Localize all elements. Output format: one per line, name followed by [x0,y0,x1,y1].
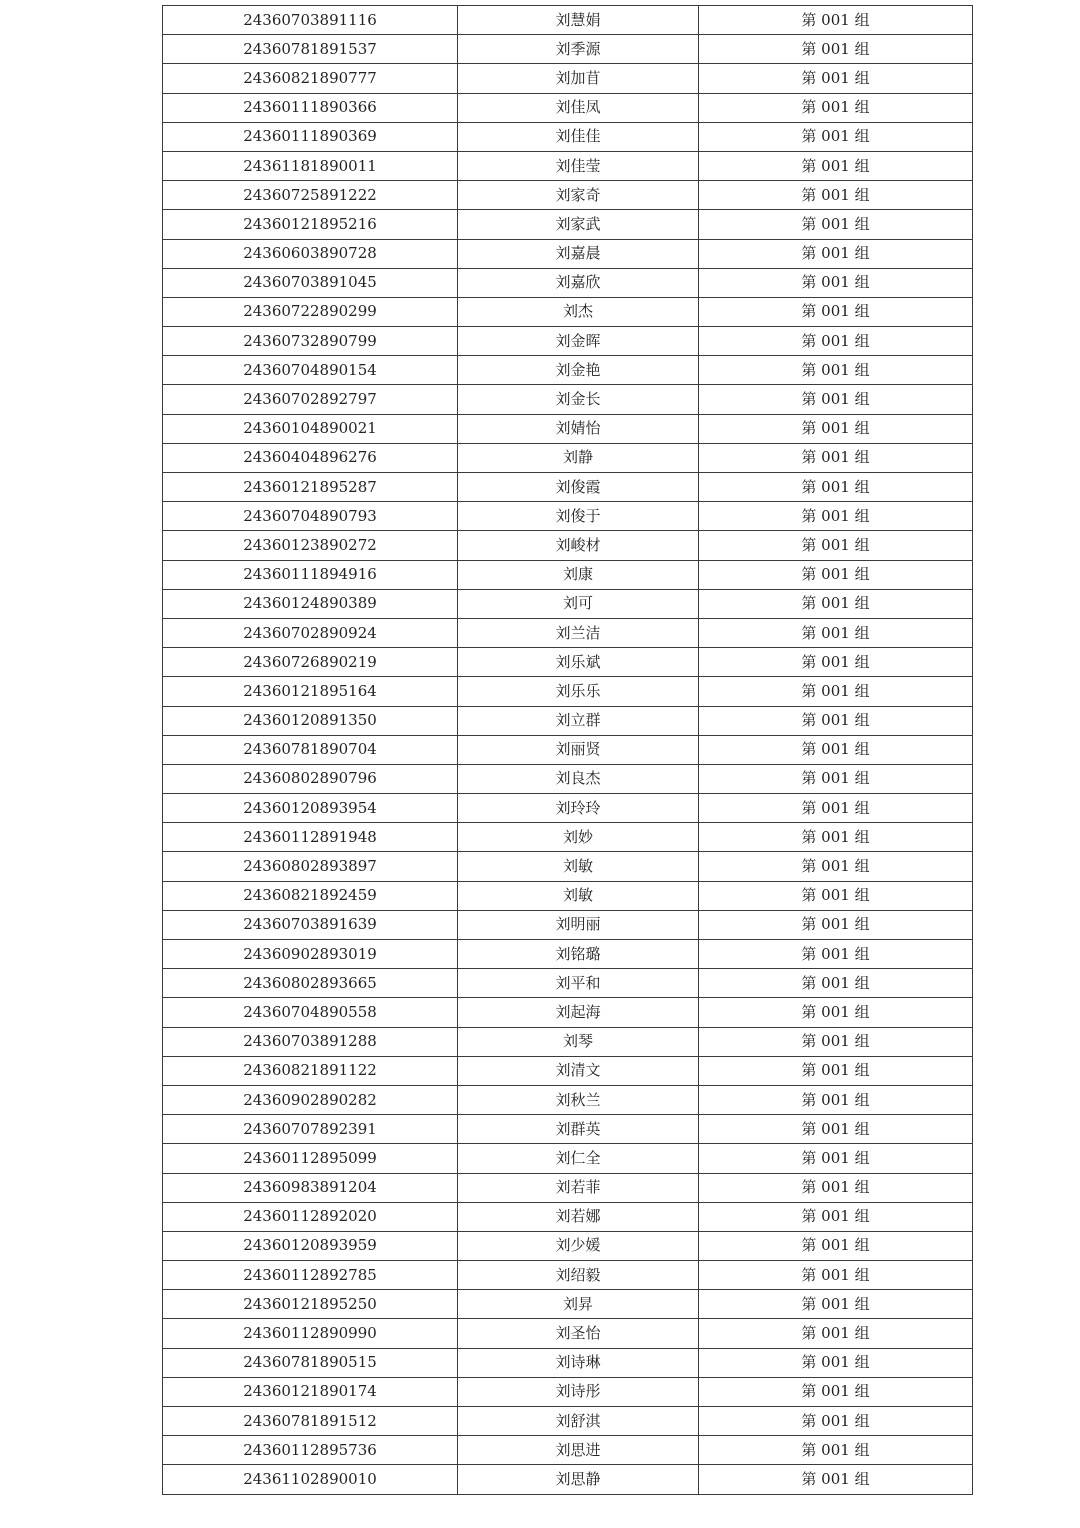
candidate-id-cell: 24360821890777 [163,64,458,93]
candidate-id-cell: 24360121890174 [163,1377,458,1406]
group-cell: 第 001 组 [699,64,973,93]
group-cell: 第 001 组 [699,297,973,326]
group-cell: 第 001 组 [699,385,973,414]
candidate-name-cell: 刘金长 [458,385,699,414]
candidate-name-cell: 刘敏 [458,852,699,881]
candidate-name-cell: 刘思静 [458,1465,699,1494]
candidate-name-cell: 刘思进 [458,1436,699,1465]
group-cell: 第 001 组 [699,1465,973,1494]
table-row [163,560,973,589]
table-row [163,1056,973,1085]
candidate-name-cell: 刘琴 [458,1027,699,1056]
candidate-id-cell: 24360703891639 [163,910,458,939]
group-cell: 第 001 组 [699,940,973,969]
group-cell: 第 001 组 [699,969,973,998]
candidate-id-cell: 24360404896276 [163,443,458,472]
candidate-name-cell: 刘铭璐 [458,940,699,969]
table-row [163,502,973,531]
table-row [163,998,973,1027]
candidate-id-cell: 24360124890389 [163,589,458,618]
candidate-name-cell: 刘平和 [458,969,699,998]
candidate-name-cell: 刘良杰 [458,764,699,793]
group-cell: 第 001 组 [699,1173,973,1202]
candidate-id-cell: 24360112895099 [163,1144,458,1173]
table-row [163,910,973,939]
table-row [163,1290,973,1319]
group-cell: 第 001 组 [699,1085,973,1114]
candidate-name-cell: 刘昇 [458,1290,699,1319]
candidate-id-cell: 24360702890924 [163,618,458,647]
table-row [163,1348,973,1377]
table-row [163,151,973,180]
candidate-id-cell: 24360722890299 [163,297,458,326]
group-cell: 第 001 组 [699,93,973,122]
group-cell: 第 001 组 [699,210,973,239]
candidate-id-cell: 24360121895216 [163,210,458,239]
candidate-id-cell: 24360902893019 [163,940,458,969]
group-cell: 第 001 组 [699,327,973,356]
group-cell: 第 001 组 [699,1261,973,1290]
group-cell: 第 001 组 [699,1436,973,1465]
group-cell: 第 001 组 [699,852,973,881]
group-cell: 第 001 组 [699,6,973,35]
candidate-id-cell: 24360726890219 [163,648,458,677]
candidate-id-cell: 24360732890799 [163,327,458,356]
candidate-id-cell: 24361102890010 [163,1465,458,1494]
group-cell: 第 001 组 [699,735,973,764]
group-cell: 第 001 组 [699,1231,973,1260]
group-cell: 第 001 组 [699,414,973,443]
candidate-id-cell: 24360703891045 [163,268,458,297]
candidate-name-cell: 刘若菲 [458,1173,699,1202]
candidate-id-cell: 24360703891116 [163,6,458,35]
candidate-id-cell: 24361181890011 [163,151,458,180]
candidate-name-cell: 刘诗彤 [458,1377,699,1406]
group-cell: 第 001 组 [699,122,973,151]
group-cell: 第 001 组 [699,1348,973,1377]
table-row [163,1261,973,1290]
group-cell: 第 001 组 [699,502,973,531]
candidate-name-cell: 刘舒淇 [458,1407,699,1436]
group-cell: 第 001 组 [699,560,973,589]
group-cell: 第 001 组 [699,910,973,939]
table-row [163,648,973,677]
roster-table [162,5,973,1495]
group-cell: 第 001 组 [699,1202,973,1231]
candidate-name-cell: 刘静 [458,443,699,472]
table-row [163,1115,973,1144]
group-cell: 第 001 组 [699,677,973,706]
candidate-id-cell: 24360112892020 [163,1202,458,1231]
candidate-name-cell: 刘妙 [458,823,699,852]
group-cell: 第 001 组 [699,1027,973,1056]
candidate-name-cell: 刘少媛 [458,1231,699,1260]
candidate-id-cell: 24360704890793 [163,502,458,531]
candidate-id-cell: 24360781890515 [163,1348,458,1377]
candidate-name-cell: 刘金晖 [458,327,699,356]
table-row [163,735,973,764]
candidate-id-cell: 24360104890021 [163,414,458,443]
group-cell: 第 001 组 [699,648,973,677]
group-cell: 第 001 组 [699,823,973,852]
table-row [163,1144,973,1173]
candidate-name-cell: 刘俊于 [458,502,699,531]
candidate-name-cell: 刘绍毅 [458,1261,699,1290]
candidate-name-cell: 刘嘉晨 [458,239,699,268]
table-row [163,1436,973,1465]
candidate-id-cell: 24360704890558 [163,998,458,1027]
table-row [163,1173,973,1202]
candidate-name-cell: 刘圣怡 [458,1319,699,1348]
group-cell: 第 001 组 [699,706,973,735]
group-cell: 第 001 组 [699,443,973,472]
candidate-name-cell: 刘俊霞 [458,473,699,502]
candidate-name-cell: 刘清文 [458,1056,699,1085]
table-row [163,1319,973,1348]
table-row [163,618,973,647]
table-row [163,443,973,472]
candidate-name-cell: 刘立群 [458,706,699,735]
table-row [163,239,973,268]
candidate-id-cell: 24360902890282 [163,1085,458,1114]
candidate-name-cell: 刘峻材 [458,531,699,560]
candidate-name-cell: 刘佳佳 [458,122,699,151]
candidate-name-cell: 刘佳凤 [458,93,699,122]
candidate-id-cell: 24360603890728 [163,239,458,268]
roster-table-body [163,6,973,1495]
candidate-name-cell: 刘康 [458,560,699,589]
candidate-name-cell: 刘家武 [458,210,699,239]
candidate-name-cell: 刘若娜 [458,1202,699,1231]
candidate-id-cell: 24360111890366 [163,93,458,122]
table-row [163,93,973,122]
group-cell: 第 001 组 [699,473,973,502]
candidate-id-cell: 24360112891948 [163,823,458,852]
candidate-id-cell: 24360121895250 [163,1290,458,1319]
group-cell: 第 001 组 [699,356,973,385]
candidate-name-cell: 刘可 [458,589,699,618]
candidate-id-cell: 24360112890990 [163,1319,458,1348]
candidate-name-cell: 刘敏 [458,881,699,910]
candidate-id-cell: 24360121895287 [163,473,458,502]
table-row [163,1202,973,1231]
table-row [163,677,973,706]
candidate-id-cell: 24360781890704 [163,735,458,764]
group-cell: 第 001 组 [699,1319,973,1348]
candidate-name-cell: 刘乐斌 [458,648,699,677]
candidate-id-cell: 24360704890154 [163,356,458,385]
table-row [163,764,973,793]
group-cell: 第 001 组 [699,589,973,618]
group-cell: 第 001 组 [699,181,973,210]
table-row [163,473,973,502]
candidate-id-cell: 24360725891222 [163,181,458,210]
table-row [163,6,973,35]
candidate-id-cell: 24360120893954 [163,794,458,823]
group-cell: 第 001 组 [699,1290,973,1319]
table-row [163,297,973,326]
table-row [163,823,973,852]
candidate-name-cell: 刘金艳 [458,356,699,385]
table-row [163,531,973,560]
table-row [163,414,973,443]
candidate-id-cell: 24360802893665 [163,969,458,998]
group-cell: 第 001 组 [699,998,973,1027]
table-row [163,385,973,414]
candidate-id-cell: 24360707892391 [163,1115,458,1144]
table-row [163,122,973,151]
group-cell: 第 001 组 [699,1377,973,1406]
group-cell: 第 001 组 [699,1144,973,1173]
candidate-id-cell: 24360821891122 [163,1056,458,1085]
table-row [163,1377,973,1406]
candidate-id-cell: 24360112895736 [163,1436,458,1465]
candidate-id-cell: 24360120891350 [163,706,458,735]
group-cell: 第 001 组 [699,1056,973,1085]
candidate-name-cell: 刘乐乐 [458,677,699,706]
group-cell: 第 001 组 [699,531,973,560]
candidate-name-cell: 刘秋兰 [458,1085,699,1114]
table-row [163,268,973,297]
table-row [163,64,973,93]
group-cell: 第 001 组 [699,268,973,297]
candidate-name-cell: 刘嘉欣 [458,268,699,297]
candidate-name-cell: 刘明丽 [458,910,699,939]
candidate-name-cell: 刘玲玲 [458,794,699,823]
candidate-id-cell: 24360703891288 [163,1027,458,1056]
group-cell: 第 001 组 [699,794,973,823]
table-row [163,969,973,998]
candidate-id-cell: 24360123890272 [163,531,458,560]
table-row [163,852,973,881]
candidate-id-cell: 24360821892459 [163,881,458,910]
candidate-id-cell: 24360702892797 [163,385,458,414]
table-row [163,356,973,385]
table-row [163,1407,973,1436]
candidate-id-cell: 24360120893959 [163,1231,458,1260]
table-row [163,706,973,735]
candidate-id-cell: 24360111894916 [163,560,458,589]
candidate-name-cell: 刘起海 [458,998,699,1027]
candidate-name-cell: 刘丽贤 [458,735,699,764]
candidate-name-cell: 刘佳莹 [458,151,699,180]
group-cell: 第 001 组 [699,1407,973,1436]
group-cell: 第 001 组 [699,618,973,647]
group-cell: 第 001 组 [699,881,973,910]
candidate-id-cell: 24360802893897 [163,852,458,881]
group-cell: 第 001 组 [699,764,973,793]
candidate-name-cell: 刘兰洁 [458,618,699,647]
table-row [163,794,973,823]
table-row [163,327,973,356]
group-cell: 第 001 组 [699,239,973,268]
candidate-name-cell: 刘仁全 [458,1144,699,1173]
candidate-name-cell: 刘杰 [458,297,699,326]
table-row [163,1231,973,1260]
candidate-id-cell: 24360121895164 [163,677,458,706]
table-row [163,35,973,64]
candidate-name-cell: 刘加苜 [458,64,699,93]
candidate-id-cell: 24360781891512 [163,1407,458,1436]
table-row [163,181,973,210]
candidate-name-cell: 刘慧娟 [458,6,699,35]
candidate-name-cell: 刘季源 [458,35,699,64]
table-row [163,1085,973,1114]
table-row [163,881,973,910]
group-cell: 第 001 组 [699,35,973,64]
candidate-name-cell: 刘家奇 [458,181,699,210]
table-row [163,210,973,239]
candidate-id-cell: 24360781891537 [163,35,458,64]
candidate-id-cell: 24360112892785 [163,1261,458,1290]
table-row [163,940,973,969]
candidate-id-cell: 24360983891204 [163,1173,458,1202]
candidate-id-cell: 24360802890796 [163,764,458,793]
group-cell: 第 001 组 [699,151,973,180]
candidate-id-cell: 24360111890369 [163,122,458,151]
table-row [163,1465,973,1494]
candidate-name-cell: 刘诗琳 [458,1348,699,1377]
table-row [163,1027,973,1056]
candidate-name-cell: 刘群英 [458,1115,699,1144]
table-row [163,589,973,618]
candidate-name-cell: 刘婧怡 [458,414,699,443]
group-cell: 第 001 组 [699,1115,973,1144]
